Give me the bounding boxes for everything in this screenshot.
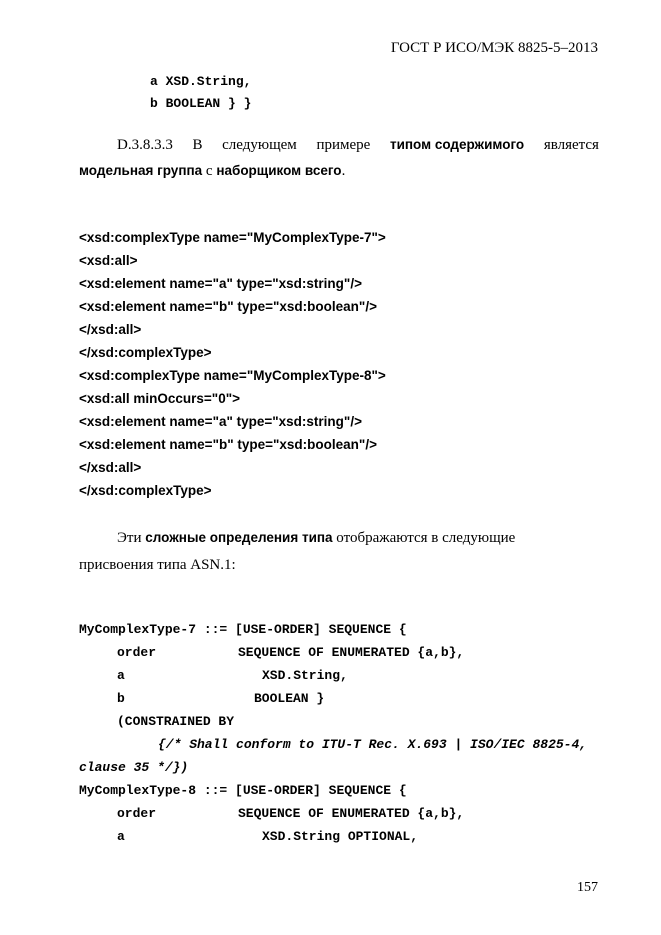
xml-line: </xsd:complexType>	[79, 345, 212, 360]
xml-line: <xsd:element name="b" type="xsd:boolean"/>	[79, 437, 377, 452]
bold-term: наборщиком всего	[216, 163, 342, 178]
asn-line: MyComplexType-8 ::= [USE-ORDER] SEQUENCE {	[79, 783, 407, 798]
asn-field-type: XSD.String OPTIONAL,	[262, 829, 419, 844]
paragraph-line	[117, 137, 599, 154]
xml-line: <xsd:element name="a" type="xsd:string"/>	[79, 276, 362, 291]
xml-line: </xsd:complexType>	[79, 483, 212, 498]
asn-field-name: b	[117, 691, 125, 706]
xml-line: </xsd:all>	[79, 460, 142, 475]
text: .	[341, 163, 346, 179]
xml-line: <xsd:complexType name="MyComplexType-8">	[79, 368, 386, 383]
xml-line: </xsd:all>	[79, 322, 142, 337]
clause-number: D.3.8.3.3	[117, 137, 173, 153]
xml-line: <xsd:element name="b" type="xsd:boolean"/>	[79, 299, 377, 314]
asn-field-name: a	[117, 829, 125, 844]
xml-line: <xsd:all minOccurs="0">	[79, 391, 241, 406]
paragraph-line: присвоения типа ASN.1:	[79, 557, 236, 573]
asn-field-name: a	[117, 668, 125, 683]
bold-term: типом содержимого	[389, 137, 525, 152]
paragraph-line	[79, 163, 345, 180]
word: В	[192, 137, 203, 153]
asn-field-name: order	[117, 645, 157, 660]
bold-term: модельная группа	[79, 163, 203, 178]
xml-line: <xsd:all>	[79, 253, 138, 268]
asn-field-type: XSD.String,	[262, 668, 348, 683]
text: Эти	[117, 530, 146, 546]
asn-comment: {/* Shall conform to ITU-T Rec. X.693 | ISO/IEC 8825-4,	[158, 737, 588, 752]
word: следующем	[222, 137, 297, 153]
page-header: ГОСТ Р ИСО/МЭК 8825-5–2013	[390, 40, 598, 56]
text: отображаются в следующие	[332, 530, 516, 546]
text: с	[202, 163, 217, 179]
code-line: b BOOLEAN } }	[150, 96, 252, 111]
asn-field-type: BOOLEAN }	[254, 691, 325, 706]
paragraph-line	[117, 530, 515, 547]
word: является	[543, 137, 599, 153]
xml-line: <xsd:complexType name="MyComplexType-7">	[79, 230, 386, 245]
asn-field-name: order	[117, 806, 157, 821]
asn-line: MyComplexType-7 ::= [USE-ORDER] SEQUENCE {	[79, 622, 407, 637]
bold-term: сложные определения типа	[145, 530, 333, 545]
page-number: 157	[577, 880, 598, 895]
word: примере	[316, 137, 371, 153]
asn-line: (CONSTRAINED BY	[117, 714, 235, 729]
code-line: a XSD.String,	[150, 74, 252, 89]
asn-comment: clause 35 */})	[79, 760, 189, 775]
asn-field-type: SEQUENCE OF ENUMERATED {a,b},	[238, 806, 465, 821]
xml-line: <xsd:element name="a" type="xsd:string"/>	[79, 414, 362, 429]
asn-field-type: SEQUENCE OF ENUMERATED {a,b},	[238, 645, 465, 660]
